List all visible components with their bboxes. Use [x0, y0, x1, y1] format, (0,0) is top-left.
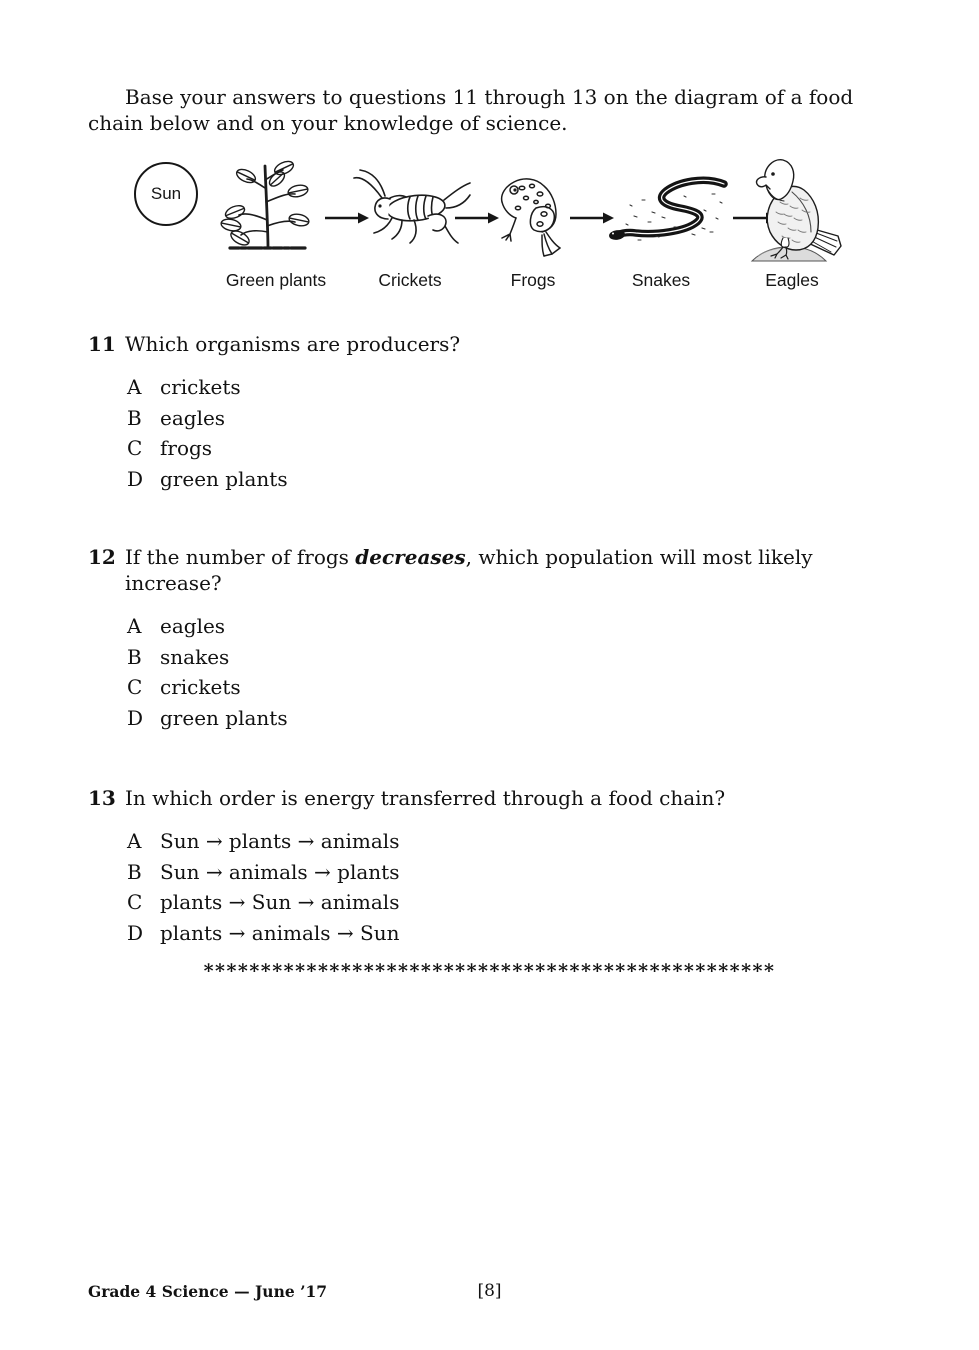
footer-exam-title: Grade 4 Science — June ’17 [88, 1282, 328, 1301]
option-text: crickets [160, 675, 241, 699]
option-12-c [127, 672, 979, 703]
option-letter: A [127, 614, 142, 638]
section-separator-stars: ************************************************** [203, 960, 776, 982]
intro-line-1: Base your answers to questions 11 through 13 on the diagram of a food [125, 85, 854, 109]
option-text: plants → animals → Sun [160, 920, 400, 945]
question-13 [88, 785, 979, 948]
label-snakes: Snakes [631, 270, 691, 290]
option-text: green plants [160, 466, 288, 491]
label-crickets: Crickets [378, 270, 442, 290]
option-12-a [127, 611, 979, 642]
option-letter: D [127, 705, 144, 730]
question-11-number: 11 [88, 332, 116, 356]
sun-label: Sun [150, 184, 182, 203]
option-letter: D [127, 466, 144, 491]
option-text: plants → Sun → animals [160, 890, 400, 914]
option-letter: B [127, 859, 142, 884]
question-12-head [88, 544, 979, 596]
option-13-d [127, 918, 979, 949]
option-12-d [127, 703, 979, 734]
option-12-b [127, 642, 979, 673]
snake-icon [604, 172, 732, 244]
question-11-text: Which organisms are producers? [125, 332, 461, 356]
option-letter: C [127, 436, 143, 460]
green-plant-icon [218, 158, 318, 254]
option-letter: B [127, 405, 142, 430]
question-12-emphasis: decreases [355, 545, 466, 569]
option-text: snakes [160, 644, 230, 669]
question-11-head [88, 331, 979, 357]
option-text: Sun → plants → animals [160, 829, 400, 853]
option-letter: B [127, 644, 142, 669]
option-letter: D [127, 920, 144, 945]
option-text: green plants [160, 705, 288, 730]
question-12-number: 12 [88, 545, 116, 569]
question-12-text-after: , which population will most likely [465, 545, 813, 569]
question-12-text-before: If the number of frogs [125, 545, 356, 569]
question-12 [88, 544, 979, 733]
footer-page-number: [8] [477, 1281, 502, 1301]
question-13-options [127, 826, 979, 948]
option-11-b [127, 403, 979, 434]
label-eagles: Eagles [765, 270, 819, 290]
option-letter: A [127, 375, 142, 399]
question-12-options [127, 611, 979, 733]
question-11 [88, 331, 979, 494]
question-13-head [88, 785, 979, 811]
option-13-a [127, 826, 979, 857]
intro-line-2: chain below and on your knowledge of science. [88, 111, 568, 135]
option-text: eagles [160, 614, 226, 638]
page-footer [0, 1281, 979, 1301]
cricket-icon [352, 168, 472, 248]
eagle-icon [750, 150, 850, 262]
option-11-d [127, 464, 979, 495]
option-13-b [127, 857, 979, 888]
question-13-number: 13 [88, 786, 116, 810]
intro-paragraph [88, 84, 888, 136]
option-letter: A [127, 829, 142, 853]
option-text: crickets [160, 375, 241, 399]
question-11-options [127, 372, 979, 494]
question-13-text: In which order is energy transferred through a food chain? [125, 786, 726, 810]
option-text: Sun → animals → plants [160, 859, 400, 884]
option-text: frogs [160, 436, 213, 460]
sun-node [134, 162, 198, 226]
question-12-text-line2: increase? [125, 571, 222, 595]
label-green-plants: Green plants [225, 270, 327, 290]
option-11-a [127, 372, 979, 403]
option-letter: C [127, 890, 143, 914]
option-13-c [127, 887, 979, 918]
food-chain-diagram [0, 150, 979, 307]
question-12-text [125, 544, 855, 596]
option-11-c [127, 433, 979, 464]
option-letter: C [127, 675, 143, 699]
label-frogs: Frogs [510, 270, 556, 290]
frog-icon [492, 162, 570, 258]
option-text: eagles [160, 405, 226, 430]
